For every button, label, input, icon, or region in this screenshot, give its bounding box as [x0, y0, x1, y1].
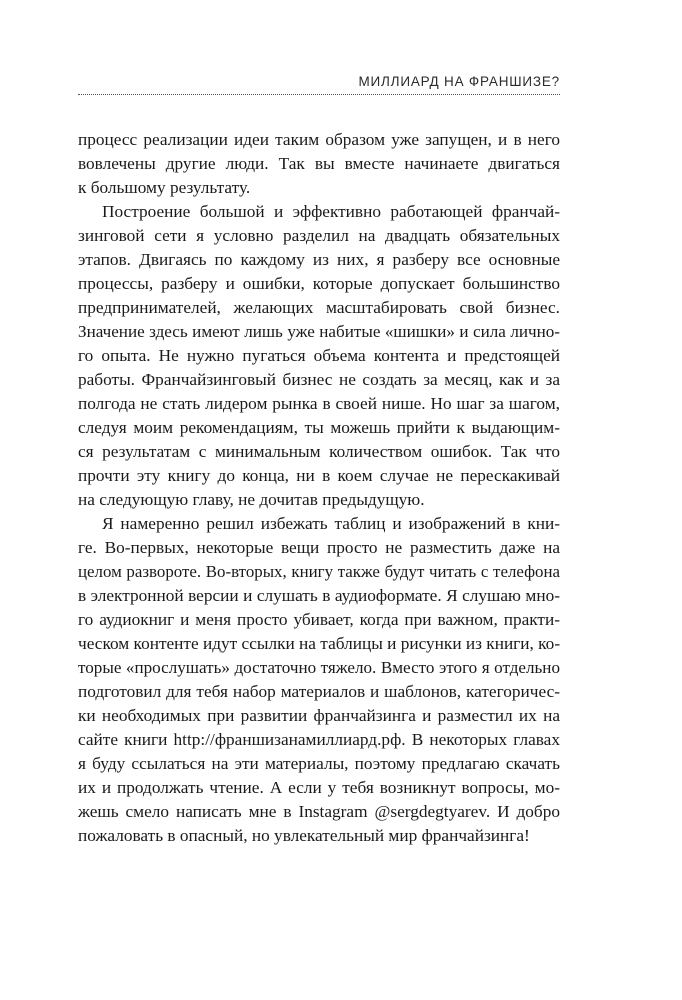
- text-line: ческом контенте идут ссылки на таблицы и рисунки из книги, ко-: [78, 634, 561, 653]
- text-line: ся результатам с минимальным количеством ошибок. Так что: [78, 442, 560, 461]
- text-line: этапов. Двигаясь по каждому из них, я разберу все основные: [78, 250, 560, 269]
- text-line: пожаловать в опасный, но увлекательный мир франчайзинга!: [78, 826, 530, 845]
- dotted-divider: [78, 94, 560, 95]
- text-line: их и продолжать чтение. А если у тебя возникнут вопросы, мо-: [78, 778, 560, 797]
- text-line: вовлечены другие люди. Так вы вместе начинаете двигаться: [78, 154, 560, 173]
- paragraph: [78, 200, 560, 512]
- text-line: Значение здесь имеют лишь уже набитые «шишки» и сила лично-: [78, 322, 560, 341]
- text-line: полгода не стать лидером рынка в своей нише. Но шаг за шагом,: [78, 394, 560, 413]
- text-line: к большому результату.: [78, 178, 251, 197]
- text-line: целом развороте. Во-вторых, книгу также будут читать с телефона: [78, 562, 560, 581]
- text-line: сайте книги http://франшизанамиллиард.рф. В некоторых главах: [78, 730, 560, 749]
- text-line: прочти эту книгу до конца, ни в коем случае не перескакивай: [78, 466, 560, 485]
- text-line: подготовил для тебя набор материалов и шаблонов, категоричес-: [78, 682, 560, 701]
- paragraph: [78, 128, 560, 200]
- running-head-title: МИЛЛИАРД НА ФРАНШИЗЕ?: [358, 74, 560, 89]
- text-line: Я намеренно решил избежать таблиц и изображений в кни-: [102, 514, 560, 533]
- text-line: следуя моим рекомендациям, ты можешь прийти к выдающим-: [78, 418, 560, 437]
- text-line: ки необходимых при развитии франчайзинга и разместил их на: [78, 706, 560, 725]
- text-line: процессы, разберу и ошибки, которые допускает большинство: [78, 274, 560, 293]
- text-line: го аудиокниг и меня просто убивает, когда при важном, практи-: [78, 610, 560, 629]
- text-line: я буду ссылаться на эти материалы, поэтому предлагаю скачать: [78, 754, 560, 773]
- paragraph: [78, 512, 560, 848]
- text-line: ге. Во-первых, некоторые вещи просто не разместить даже на: [78, 538, 560, 557]
- text-line: го опыта. Не нужно пугаться объема контента и предстоящей: [78, 346, 560, 365]
- text-line: в электронной версии и слушать в аудиоформате. Я слушаю мно-: [78, 586, 560, 605]
- text-line: зинговой сети я условно разделил на двадцать обязательных: [78, 226, 560, 245]
- text-line: процесс реализации идеи таким образом уже запущен, и в него: [78, 130, 560, 149]
- text-line: торые «прослушать» достаточно тяжело. Вместо этого я отдельно: [78, 658, 560, 677]
- body-text: [78, 128, 560, 848]
- running-head: [78, 70, 560, 94]
- text-line: на следующую главу, не дочитав предыдущую.: [78, 490, 425, 509]
- text-line: предпринимателей, желающих масштабировать свой бизнес.: [78, 298, 560, 317]
- text-line: жешь смело написать мне в Instagram @sergdegtyarev. И добро: [78, 802, 560, 821]
- text-line: работы. Франчайзинговый бизнес не создать за месяц, как и за: [78, 370, 560, 389]
- text-line: Построение большой и эффективно работающей франчай-: [102, 202, 560, 221]
